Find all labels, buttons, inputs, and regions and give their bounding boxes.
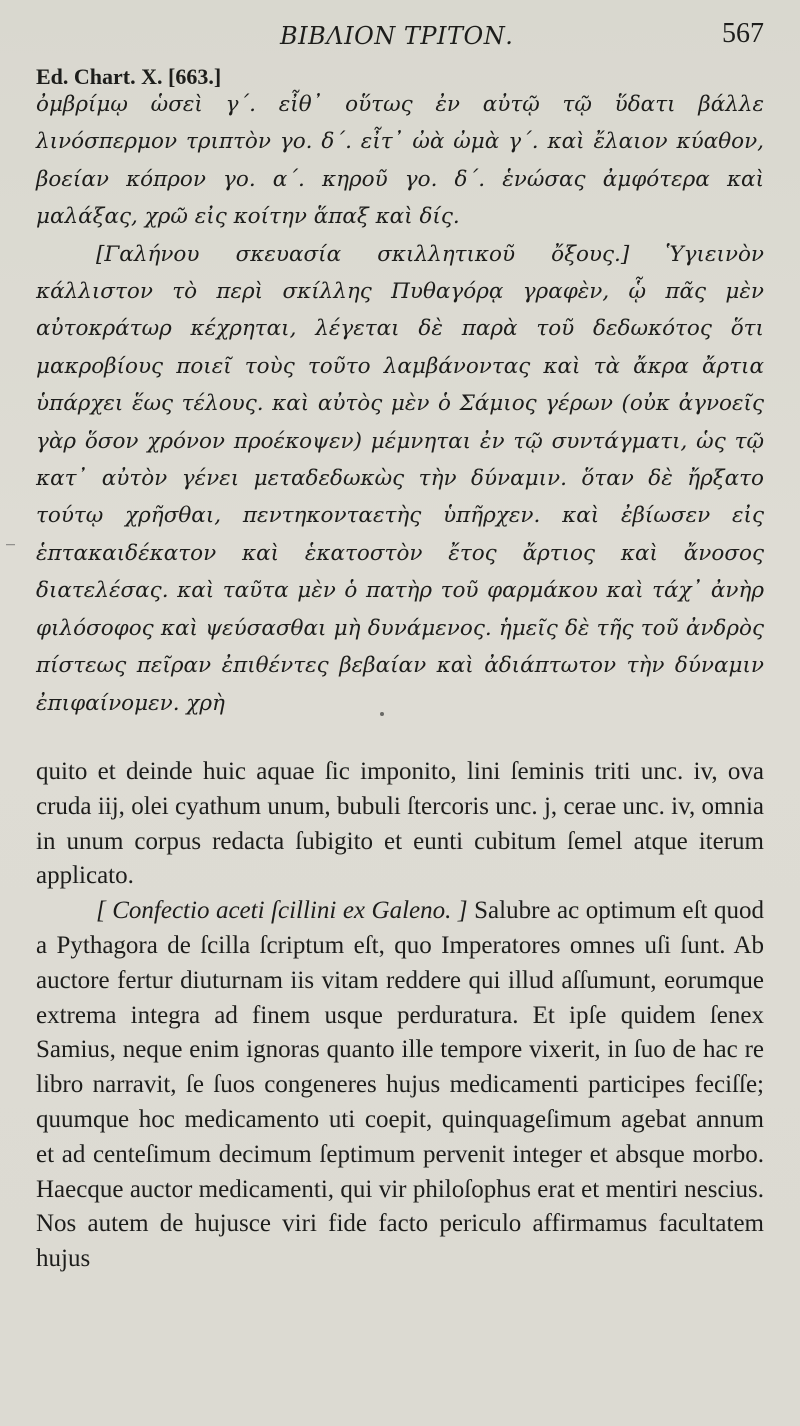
greek-paragraph-2 (36, 236, 764, 722)
latin-section-heading: [ Confectio aceti ſcillini ex Galeno. ] (96, 897, 468, 925)
running-title: ΒΙΒΛΙΟΝ ΤΡΙΤΟΝ. (280, 22, 514, 50)
latin-paragraph-1: quito et deinde huic aquae ſic imponito, lini ſeminis triti unc. iv, ova cruda iij, olei cyathum unum, bubuli ſtercoris unc. j, cerae unc. iv, omnia in unum corpus redacta ſubigito et eunti cubitum ſemel atque iterum applicato. (36, 758, 764, 890)
greek-section-heading: [Γαλήνου σκευασία σκιλλητικοῦ ὄξους.] (96, 241, 630, 267)
section-divider (380, 712, 384, 716)
latin-paragraph-2 (36, 894, 764, 1277)
latin-text-block (36, 755, 764, 1277)
page-number: 567 (722, 18, 764, 49)
margin-mark: _ (6, 525, 15, 546)
running-header (0, 18, 800, 54)
edition-reference: Ed. Chart. X. [663.] (36, 64, 222, 89)
greek-paragraph-1: ὀμβρίμῳ ὡσεὶ γ΄. εἶθ᾿ οὕτως ἐν αὐτῷ τῷ ὕδατι βάλλε λινόσπερμον τριπτὸν γο. δ΄. εἶτ᾿ ὠὰ ὠμὰ γ΄. καὶ ἔλαιον κύαθον, βοείαν κόπρον γο. α΄. κηροῦ γο. δ΄. ἑνώσας ἀμφότερα καὶ μαλάξας, χρῶ εἰς κοίτην ἅπαξ καὶ δίς. (36, 92, 764, 230)
latin-paragraph-2-text: Salubre ac optimum eſt quod a Pythagora de ſcilla ſcriptum eſt, quo Imperatores omnes uſi ſunt. Ab auctore fertur diuturnam iis vitam reddere qui illud aſſumunt, eorumque extrema integra ad finem usque perduratura. Et ipſe quidem ſenex Samius, neque enim ignoras quanto ille tempore vixerit, in ſuo de hac re libro narravit, ſe ſuos congeneres hujus medicamenti participes feciſſe; quumque hoc medicamento uti coepit, quinquageſimum agebat annum et ad centeſimum decimum ſeptimum pervenit integer et absque morbo. Haecque auctor medicamenti, qui vir philoſophus erat et mentiri nescius. Nos autem de hujusce viri fide facto periculo affirmamus facultatem hujus (36, 897, 764, 1273)
greek-text-block (36, 86, 764, 722)
greek-paragraph-2-text: Ὑγιεινὸν κάλλιστον τὸ περὶ σκίλλης Πυθαγόρᾳ γραφὲν, ᾧ πᾶς μὲν αὐτοκράτωρ κέχρηται, λέγεται δὲ παρὰ τοῦ δεδωκότος ὅτι μακροβίους ποιεῖ τοὺς τοῦτο λαμβάνοντας καὶ τὰ ἄκρα ἄρτια ὑπάρχει ἕως τέλους. καὶ αὐτὸς μὲν ὁ Σάμιος γέρων (οὐκ ἀγνοεῖς γὰρ ὅσον χρόνον προέκοψεν) μέμνηται ἐν τῷ συντάγματι, ὡς τῷ κατ᾿ αὐτὸν γένει μεταδεδωκὼς τὴν δύναμιν. ὅταν δὲ ἤρξατο τούτῳ χρῆσθαι, πεντηκονταετὴς ὑπῆρχεν. καὶ ἐβίωσεν εἰς ἑπτακαιδέκατον καὶ ἑκατοστὸν ἔτος ἄρτιος καὶ ἄνοσος διατελέσας. καὶ ταῦτα μὲν ὁ πατὴρ τοῦ φαρμάκου καὶ τάχ᾿ ἀνὴρ φιλόσοφος καὶ ψεύσασθαι μὴ δυνάμενος. ἡμεῖς δὲ τῆς τοῦ ἀνδρὸς πίστεως πεῖραν ἐπιθέντες βεβαίαν καὶ ἀδιάπτωτον τὴν δύναμιν ἐπιφαίνομεν. χρὴ (36, 241, 764, 716)
